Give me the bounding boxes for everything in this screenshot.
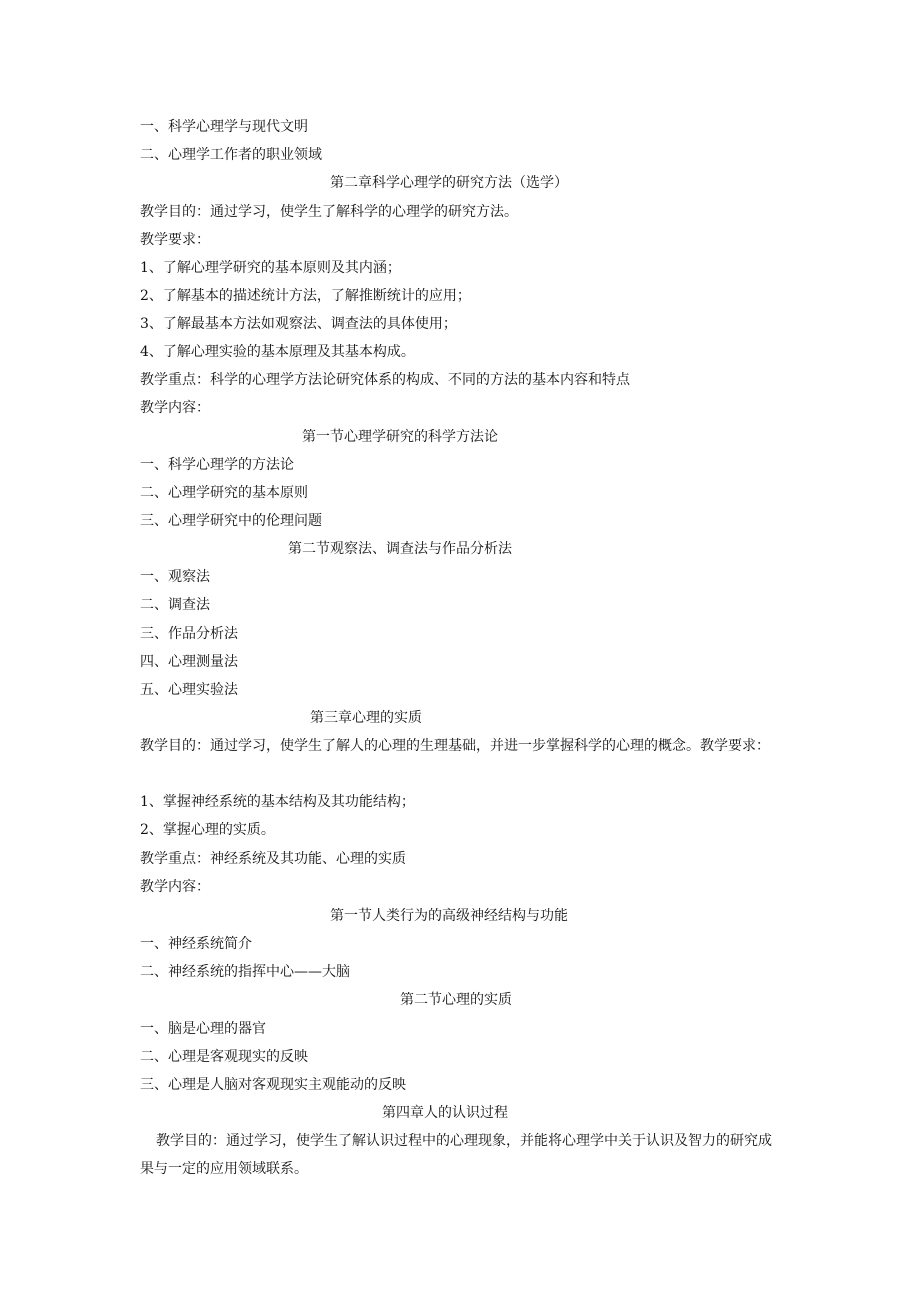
text-line: 二、神经系统的指挥中心——大脑 [140,964,350,980]
chapter-heading: 第二章科学心理学的研究方法（选学） [330,175,568,191]
text-line: 2、了解基本的描述统计方法，了解推断统计的应用； [140,288,471,304]
chapter-heading: 第四章人的认识过程 [382,1105,508,1121]
text-paragraph: 教学目的：通过学习，使学生了解人的心理的生理基础，并进一步掌握科学的心理的概念。教学要求： [140,738,770,754]
text-line: 一、神经系统简介 [140,936,252,952]
text-line: 教学内容： [140,879,210,895]
section-heading: 第一节人类行为的高级神经结构与功能 [330,908,568,924]
section-heading: 第二节心理的实质 [400,992,512,1008]
section-heading: 第二节观察法、调查法与作品分析法 [288,541,512,557]
text-line: 二、心理是客观现实的反映 [140,1049,308,1065]
text-line: 二、心理学工作者的职业领域 [140,147,322,163]
text-line: 1、了解心理学研究的基本原则及其内涵； [140,260,401,276]
text-line: 一、科学心理学的方法论 [140,457,294,473]
text-line: 教学重点：科学的心理学方法论研究体系的构成、不同的方法的基本内容和特点 [140,372,630,388]
text-line: 教学内容： [140,400,210,416]
text-line: 1、掌握神经系统的基本结构及其功能结构； [140,794,415,810]
text-line: 4、了解心理实验的基本原理及其基本构成。 [140,344,415,360]
text-line: 二、调查法 [140,597,210,613]
text-line: 三、作品分析法 [140,626,238,642]
text-line: 五、心理实验法 [140,682,238,698]
text-line: 3、了解最基本方法如观察法、调查法的具体使用； [140,316,457,332]
text-line: 教学重点：神经系统及其功能、心理的实质 [140,851,406,867]
chapter-heading: 第三章心理的实质 [310,710,422,726]
text-paragraph: 教学目的：通过学习，使学生了解认识过程中的心理现象，并能将心理学中关于认识及智力的研究成果与一定的应用领域联系。 [140,1133,772,1177]
text-line: 三、心理学研究中的伦理问题 [140,513,322,529]
text-line: 2、掌握心理的实质。 [140,822,275,838]
text-line: 一、科学心理学与现代文明 [140,119,308,135]
section-heading: 第一节心理学研究的科学方法论 [302,429,498,445]
text-line: 一、观察法 [140,569,210,585]
text-line: 二、心理学研究的基本原则 [140,485,308,501]
text-line: 教学要求： [140,232,210,248]
text-line: 三、心理是人脑对客观现实主观能动的反映 [140,1077,406,1093]
text-line: 一、脑是心理的器官 [140,1021,266,1037]
text-line: 四、心理测量法 [140,654,238,670]
text-line: 教学目的：通过学习，使学生了解科学的心理学的研究方法。 [140,204,518,220]
